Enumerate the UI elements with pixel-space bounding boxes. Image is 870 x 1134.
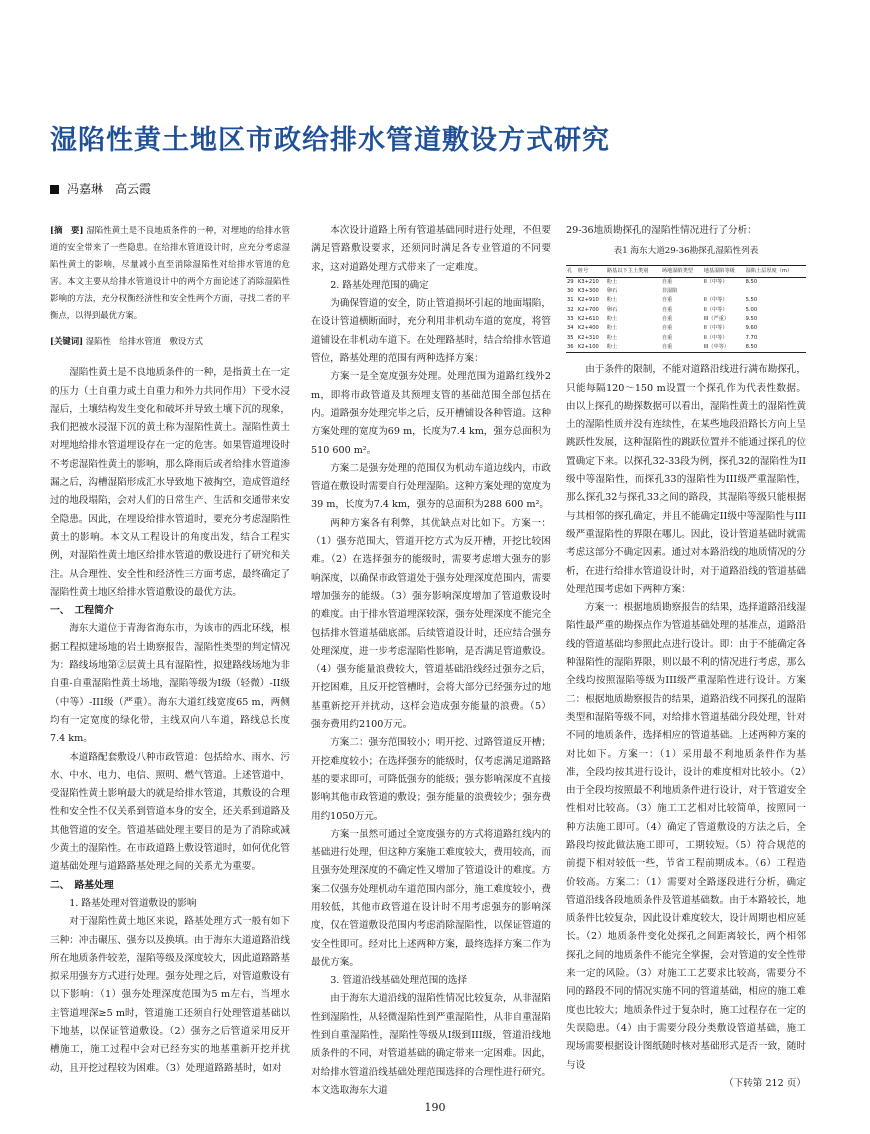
table-cell: 35 [567, 334, 574, 341]
table-cell: 粉土 [606, 334, 618, 341]
table-cell: 自重 [661, 334, 673, 341]
borehole-table [566, 265, 806, 354]
table-cell: II（中等） [703, 325, 728, 332]
table-cell: 粉土 [606, 316, 618, 323]
table-header-cell: 地基湿陷等级 [703, 265, 745, 277]
paragraph: 方案二：强夯范围较小；明开挖、过路管道反开槽；开挖难度较小；在选择强夯的能级时，仅考虑满足道路路基的要求即可，可降低强夯的能级；强夯影响深度不直接影响其他市政管道的敷设；强夯能量的浪费较少；强夯费用约1050万元。 [311, 737, 551, 822]
paragraph: 海东大道位于青海省海东市，为该市的西北环线，根据工程拟建场地的岩土勘察报告，湿陷性类型的判定情况为：路线场地第②层黄土具有湿陷性，拟建路线场地为非自重-自重湿陷性黄土场地，湿陷等级为I级（轻微）-II级（中等）-III级（严重）。海东大道红线宽度65 m，两侧均有一定宽度的绿化带，主线双向八车道，路线总长度7.4 km。 [50, 623, 290, 745]
paragraph: 由于条件的限制，不能对道路沿线进行满布勘探孔，只能每隔120～150 m设置一个探孔作为代表性数据。由以上探孔的勘探数据可以看出，湿陷性黄土的湿陷性黄土的湿陷性质并没有连续性，在某些地段沿路长方向上呈跳跃性发展，这种湿陷性的跳跃位置并不能通过探孔的位置确定下来。以探孔32-33段为例，探孔32的湿陷性为II级中等湿陷性，而探孔33的湿陷性为III级严重湿陷性，那么探孔32与探孔33之间的路段，其湿陷等级只能根据与其相邻的探孔确定，并且不能确定II级中等湿陷性与III级严重湿陷性的界限在哪儿。因此，设计管道基础时就需考虑这部分不确定因素。通过对本路沿线的地质情况的分析，在进行给排水管道设计时，对于道路沿线的管道基础处理范围考虑如下两种方案： [566, 364, 806, 595]
table-header-cell: 湿陷土层厚度（m） [745, 265, 806, 277]
table-cell: 粉土 [606, 278, 618, 285]
table-row [566, 277, 806, 287]
table-cell: 34 [567, 325, 574, 332]
table-cell: II（中等） [703, 278, 728, 285]
square-bullet-icon [50, 185, 59, 194]
table-cell: 自重 [661, 297, 673, 304]
column-1 [50, 222, 290, 1078]
continued-note: （下转第 212 页） [724, 1077, 806, 1089]
table-row [566, 334, 806, 343]
table-row [566, 287, 806, 296]
table-cell: 自重 [661, 325, 673, 332]
table-cell: 33 [567, 316, 574, 323]
paragraph: 为确保管道的安全，防止管道损坏引起的地面塌陷，在设计管道横断面时，充分利用非机动车道的宽度，将管道铺设在非机动车道下。在处理路基时，结合给排水管道管位，路基处理的范围有两种选择方案： [311, 298, 551, 365]
subsection-heading: 2. 路基处理范围的确定 [330, 279, 429, 291]
subsection-heading: 1. 路基处理对管道敷设的影响 [69, 897, 197, 909]
keywords-label: [关键词] [50, 336, 84, 346]
table-cell: 自重 [661, 306, 673, 313]
keywords-text: 湿陷性 给排水管道 敷设方式 [85, 336, 203, 346]
table-cell: 粉土 [606, 297, 618, 304]
table-cell: K2+700 [577, 306, 599, 313]
table-cell: II（中等） [703, 306, 728, 313]
table-row [566, 324, 806, 333]
table-cell: 31 [567, 297, 574, 304]
table-row [566, 296, 806, 305]
table-cell: 36 [566, 343, 577, 353]
paragraph: 29-36地质勘探孔的湿陷性情况进行了分析： [566, 225, 757, 236]
paragraph: 湿陷性黄土是不良地质条件的一种，是指黄土在一定的压力（土自重力或土自重力和外力共同作用）下受水浸湿后，土壤结构发生变化和破坏并导致土壤下沉的现象，我们把被水浸湿下沉的黄土称为湿陷性黄土。湿陷性黄土对埋地给排水管道埋设存在一定的危害。如果管道埋设时不考虑湿陷性黄土的影响，那么降雨后或者给排水管道渗漏之后，沟槽湿陷形成汇水导致地下被掏空，造成管道经过的地段塌陷，会对人们的日常生产、生活和交通带来安全隐患。因此，在埋设给排水管道时，要充分考虑湿陷性黄土的影响。本文从工程设计的角度出发，结合工程实例，对湿陷性黄土地区给排水管道的敷设进行了研究和关注。从合理性、安全性和经济性三方面考虑，最终确定了湿陷性黄土地区给排水管道敷设的最优方法。 [50, 367, 290, 598]
table-cell: 自重 [661, 343, 703, 353]
table-cell: 粉土 [606, 325, 618, 332]
paragraph: 对于湿陷性黄土地区来说，路基处理方式一般有如下三种：冲击碾压、强夯以及换填。由于海东大道道路沿线所在地质条件较差，湿陷等级及深度较大，因此道路路基拟采用强夯方式进行处理。强夯处理之后，对管道敷设有以下影响：（1）强夯处理深度范围为5 m左右，当埋水主管道埋深≥5 m时，管道施工还须自行处理管道基础以下地基，以保证管道敷设。（2）强夯之后管道采用反开槽施工，施工过程中会对已经夯实的地基重新开挖并扰动，且开挖过程较为困难。（3）处理道路路基时，如对 [50, 916, 290, 1074]
table-cell: K2+310 [577, 334, 599, 341]
table-cell: K2+400 [577, 325, 599, 332]
table-cell: 5.00 [745, 306, 758, 313]
table-header-cell: 桩号 [577, 265, 606, 277]
table-cell: 自重 [661, 278, 673, 285]
column-2 [311, 222, 551, 1100]
table-row [566, 343, 806, 353]
paragraph: 方案一：根据地质勘察报告的结果，选择道路沿线湿陷性最严重的勘探点作为管道基础处理的基准点，道路沿线的管道基础均参照此点进行设计。即：由于不能确定各种湿陷性的湿陷界限，则以最不利的情况进行考虑，那么全线均按照湿陷等级为III级严重湿陷性进行设计。方案二：根据地质勘察报告的结果，道路沿线不同探孔的湿陷类型和湿陷等级不同，对给排水管道基础分段处理，针对不同的地质条件，选择相应的管道基础。上述两种方案的对比如下。方案一：（1）采用最不利地质条件作为基准，全段均按其进行设计，设计的难度相对比较小。（2）由于全段均按照最不利地质条件进行设计，对于管道安全性相对比较高。（3）施工工艺相对比较简单，按照同一种方法施工即可。（4）确定了管道敷设的方法之后，全路段均按此做法施工即可，工期较短。（5）符合规范的前提下相对较低一些，节省工程前期成本。（6）工程造价较高。方案二：（1）需要对全路逐段进行分析，确定管道沿线各段地质条件及管道基础数。由于本路较长，地质条件比较复杂，因此设计难度较大，设计周期也相应延长。（2）地质条件变化处探孔之间距离较长，两个相邻探孔之间的地质条件不能完全掌握，会对管道的安全性带来一定的风险。（3）对施工工艺要求比较高，需要分不同的路段不同的情况实施不同的管道基础，相应的施工难度也比较大；地质条件过于复杂时，施工过程存在一定的失误隐患。（4）由于需要分段分类敷设管道基础，施工现场需要根据设计图纸随时核对基础形式是否一致，随时与设 [566, 602, 806, 1071]
table-cell: 7.70 [745, 334, 758, 341]
table-caption: 表1 海东大道29-36勘探孔湿陷性列表 [613, 246, 759, 257]
table-cell: 30 [567, 288, 574, 295]
abstract-label: [摘 要] [50, 225, 84, 235]
table-cell: K3+300 [577, 288, 599, 295]
table-cell: 卵石 [606, 306, 618, 313]
table-cell: II（中等） [703, 297, 728, 304]
column-3 [566, 222, 806, 1093]
paragraph: 方案二是强夯处理的范围仅为机动车道边线内，市政管道在敷设时需要自行处理湿陷。这种方案处理的宽度为39 m，长度为7.4 km，强夯的总面积为288 600 m²。 [311, 462, 551, 511]
table-cell: 粉土 [606, 343, 661, 353]
table-cell: 9.60 [745, 325, 758, 332]
abstract-text: 湿陷性黄土是不良地质条件的一种，对埋地的给排水管道的安全带来了一些隐患。在给排水管道设计时，应充分考虑湿陷性黄土的影响，尽量减小直至消除湿陷性对给排水管道的危害。本文主要从给排水管道设计中的两个方面论述了消除湿陷性影响的方法，充分权衡经济性和安全性两个方面，寻找二者的平衡点，以得到最优方案。 [50, 225, 290, 320]
author-names: 冯嘉琳 高云霞 [67, 182, 152, 196]
table-cell: K2+100 [577, 343, 606, 353]
abstract [50, 222, 290, 324]
table-cell: 8.50 [745, 343, 806, 353]
table-header-row [566, 265, 806, 277]
table-cell: 32 [567, 306, 574, 313]
paragraph: 本道路配套敷设八种市政管道：包括给水、雨水、污水、中水、电力、电信、照明、燃气管道。上述管道中，受湿陷性黄土影响最大的就是给排水管道，其敷设的合理性和安全性不仅关系到管道本身的安全，还关系到道路及其他管道的安全。管道基础处理主要目的是为了消除或减少黄土的湿陷性。在市政道路上敷设管道时，如何优化管道基础处理与道路路基处理之间的关系尤为重要。 [50, 751, 290, 873]
table-row [566, 315, 806, 324]
paragraph: 本次设计道路上所有管道基础同时进行处理，不但要满足管路敷设要求，还须同时满足各专业管道的不同要求，这对道路处理方式带来了一定难度。 [311, 225, 551, 273]
table-cell: K2+610 [577, 316, 599, 323]
table-header-cell: 场地湿陷类型 [661, 265, 703, 277]
table-cell: 5.50 [745, 297, 758, 304]
section-heading: 一、 工程简介 [50, 605, 114, 617]
table-header-cell: 孔 [566, 265, 577, 277]
table-cell: K3+210 [577, 278, 599, 285]
table-cell [703, 287, 745, 296]
table-cell: II（中等） [703, 334, 728, 341]
table-cell [745, 287, 806, 296]
table-cell: III（严重） [703, 316, 730, 323]
keywords [50, 332, 290, 350]
table-cell: 8.50 [745, 278, 758, 285]
table-row [566, 306, 806, 315]
table-header-cell: 路基以下主土类别 [606, 265, 661, 277]
page-number: 190 [424, 1101, 446, 1114]
table-cell: 9.50 [745, 316, 758, 323]
paragraph: 方案一虽然可通过全宽度强夯的方式将道路红线内的基础进行处理，但这种方案施工难度较大，费用较高，而且强夯处理深度的不确定性又增加了管道设计的难度。方案二仅强夯处理机动车道范围内部分，施工难度较小，费用较低，其他市政管道在设计时不用考虑强夯的影响深度，仅在管道敷设范围内考虑消除湿陷性，以保证管道的安全性即可。经对比上述两种方案，最终选择方案二作为最优方案。 [311, 828, 551, 968]
table-cell: 非湿陷 [661, 288, 678, 295]
paragraph: 两种方案各有利弊，其优缺点对比如下。方案一：（1）强夯范围大，管道开挖方式为反开槽，开挖比较困难。（2）在选择强夯的能级时，需要考虑增大强夯的影响深度，以确保市政管道处于强夯处理深度范围内，需要增加强夯的能级。（3）强夯影响深度增加了管道敷设时的难度。由于排水管道埋深较深，强夯处理深度不能完全包括排水管道基础底部。后续管道设计时，还应结合强夯处理深度，进一步考虑湿陷性影响，是否满足管道敷设。（4）强夯能量浪费较大，管道基础沿线经过强夯之后，开挖困难，且反开挖管槽时，会将大部分已经强夯过的地基重新挖开并扰动，这样会造成强夯能量的浪费。（5）强夯费用约2100万元。 [311, 517, 551, 731]
table-cell: K2+910 [577, 297, 599, 304]
paragraph: 由于海东大道沿线的湿陷性情况比较复杂，从非湿陷性到湿陷性，从轻微湿陷性到严重湿陷性，从非自重湿陷性到自重湿陷性，湿陷性等级从I级到III级，管道沿线地质条件的不同，对管道基础的确定带来一定困难。因此，对给排水管道沿线基础处理范围选择的合理性进行研究。本文选取海东大道 [311, 993, 551, 1096]
table-cell: 29 [567, 278, 574, 285]
article-title: 湿陷性黄土地区市政给排水管道敷设方式研究 [50, 125, 610, 156]
section-heading: 二、 路基处理 [50, 879, 114, 891]
authors-line [50, 180, 151, 197]
subsection-heading: 3. 管道沿线基础处理范围的选择 [330, 975, 468, 987]
table-cell: 自重 [661, 316, 673, 323]
paragraph: 方案一是全宽度强夯处理。处理范围为道路红线外2 m，即将市政管道及其预埋支管的基础范围全部包括在内。道路强夯处理完毕之后，反开槽铺设各种管道。这种方案处理的宽度为69 m，长度为7.4 km，强夯总面积为510 600 m²。 [311, 371, 551, 456]
table-cell: 卵石 [606, 288, 618, 295]
table-cell: III（中等） [703, 343, 745, 353]
